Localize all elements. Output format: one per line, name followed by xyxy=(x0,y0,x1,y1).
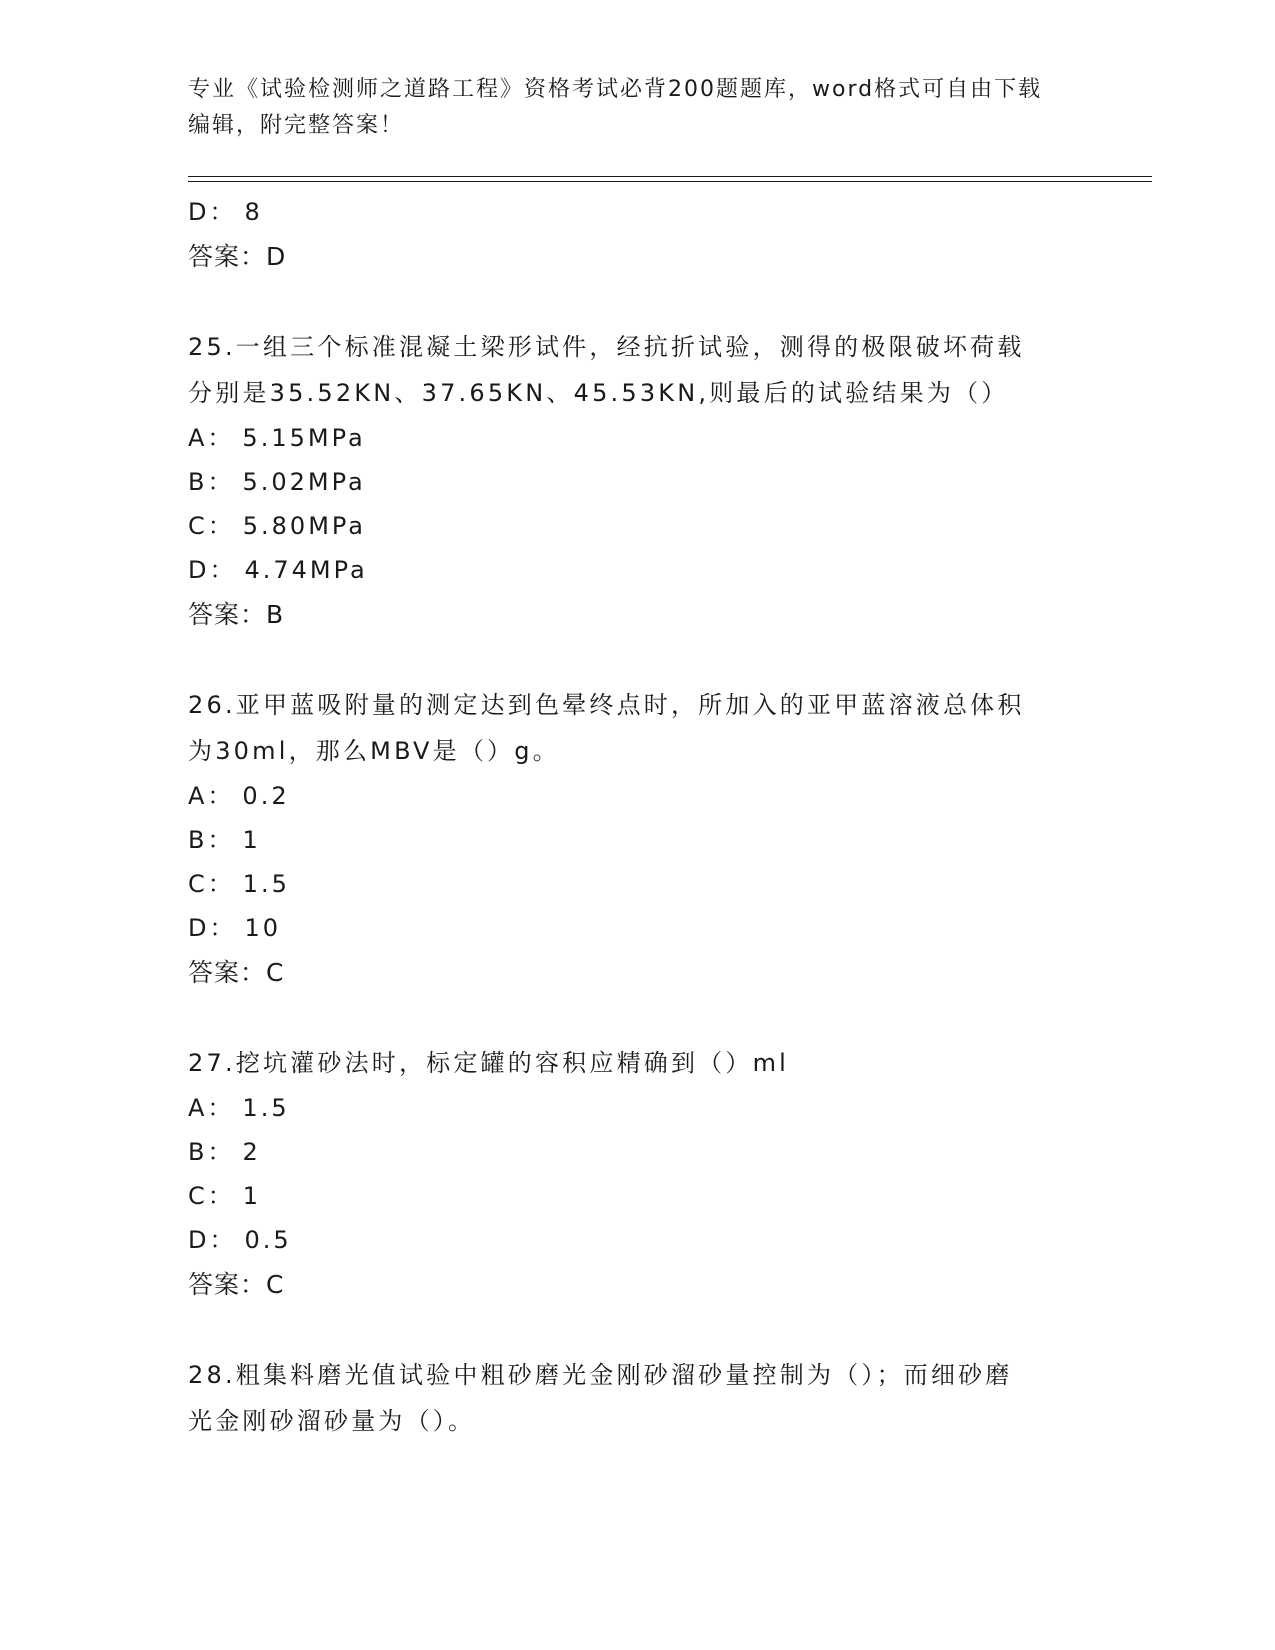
option-d: D： 0.5 xyxy=(188,1226,292,1254)
option-c: C： 1 xyxy=(188,1182,262,1210)
question-list xyxy=(188,190,1088,1444)
page-header xyxy=(188,72,1068,144)
question-text-line-2: 为30ml，那么MBV是（）g。 xyxy=(188,737,560,765)
question-text-line-1: 28.粗集料磨光值试验中粗砂磨光金刚砂溜砂量控制为（）；而细砂磨 xyxy=(188,1361,1013,1389)
option-a: A： 1.5 xyxy=(188,1094,290,1122)
option-d: D： 10 xyxy=(188,914,282,942)
question-text-line-2: 分别是35.52KN、37.65KN、45.53KN,则最后的试验结果为（） xyxy=(188,379,1009,407)
question-26 xyxy=(188,682,1088,996)
prev-question xyxy=(188,190,1088,280)
header-line-1: 专业《试验检测师之道路工程》资格考试必背200题题库，word格式可自由下载 xyxy=(188,77,1043,102)
header-rule-top xyxy=(188,176,1152,177)
answer-line: 答案：B xyxy=(188,600,285,629)
option-b: B： 5.02MPa xyxy=(188,468,366,496)
option-a: A： 0.2 xyxy=(188,782,290,810)
question-text-line-1: 27.挖坑灌砂法时，标定罐的容积应精确到（）ml xyxy=(188,1049,790,1077)
option-b: B： 1 xyxy=(188,826,261,854)
answer-line: 答案：C xyxy=(188,958,285,987)
header-line-2: 编辑，附完整答案！ xyxy=(188,113,405,138)
question-text-line-1: 26.亚甲蓝吸附量的测定达到色晕终点时，所加入的亚甲蓝溶液总体积 xyxy=(188,691,1025,719)
question-27 xyxy=(188,1040,1088,1308)
option-c: C： 5.80MPa xyxy=(188,512,367,540)
question-text-line-2: 光金刚砂溜砂量为（）。 xyxy=(188,1407,476,1435)
header-rule-bottom xyxy=(188,181,1152,182)
option-a: A： 5.15MPa xyxy=(188,424,366,452)
option-c: C： 1.5 xyxy=(188,870,290,898)
answer-line: 答案：D xyxy=(188,242,287,271)
answer-line: 答案：C xyxy=(188,1270,285,1299)
question-text-line-1: 25.一组三个标准混凝土梁形试件，经抗折试验，测得的极限破坏荷载 xyxy=(188,333,1025,361)
option-d: D： 8 xyxy=(188,198,263,226)
question-28 xyxy=(188,1352,1088,1444)
option-b: B： 2 xyxy=(188,1138,261,1166)
option-d: D： 4.74MPa xyxy=(188,556,368,584)
question-25 xyxy=(188,324,1088,638)
